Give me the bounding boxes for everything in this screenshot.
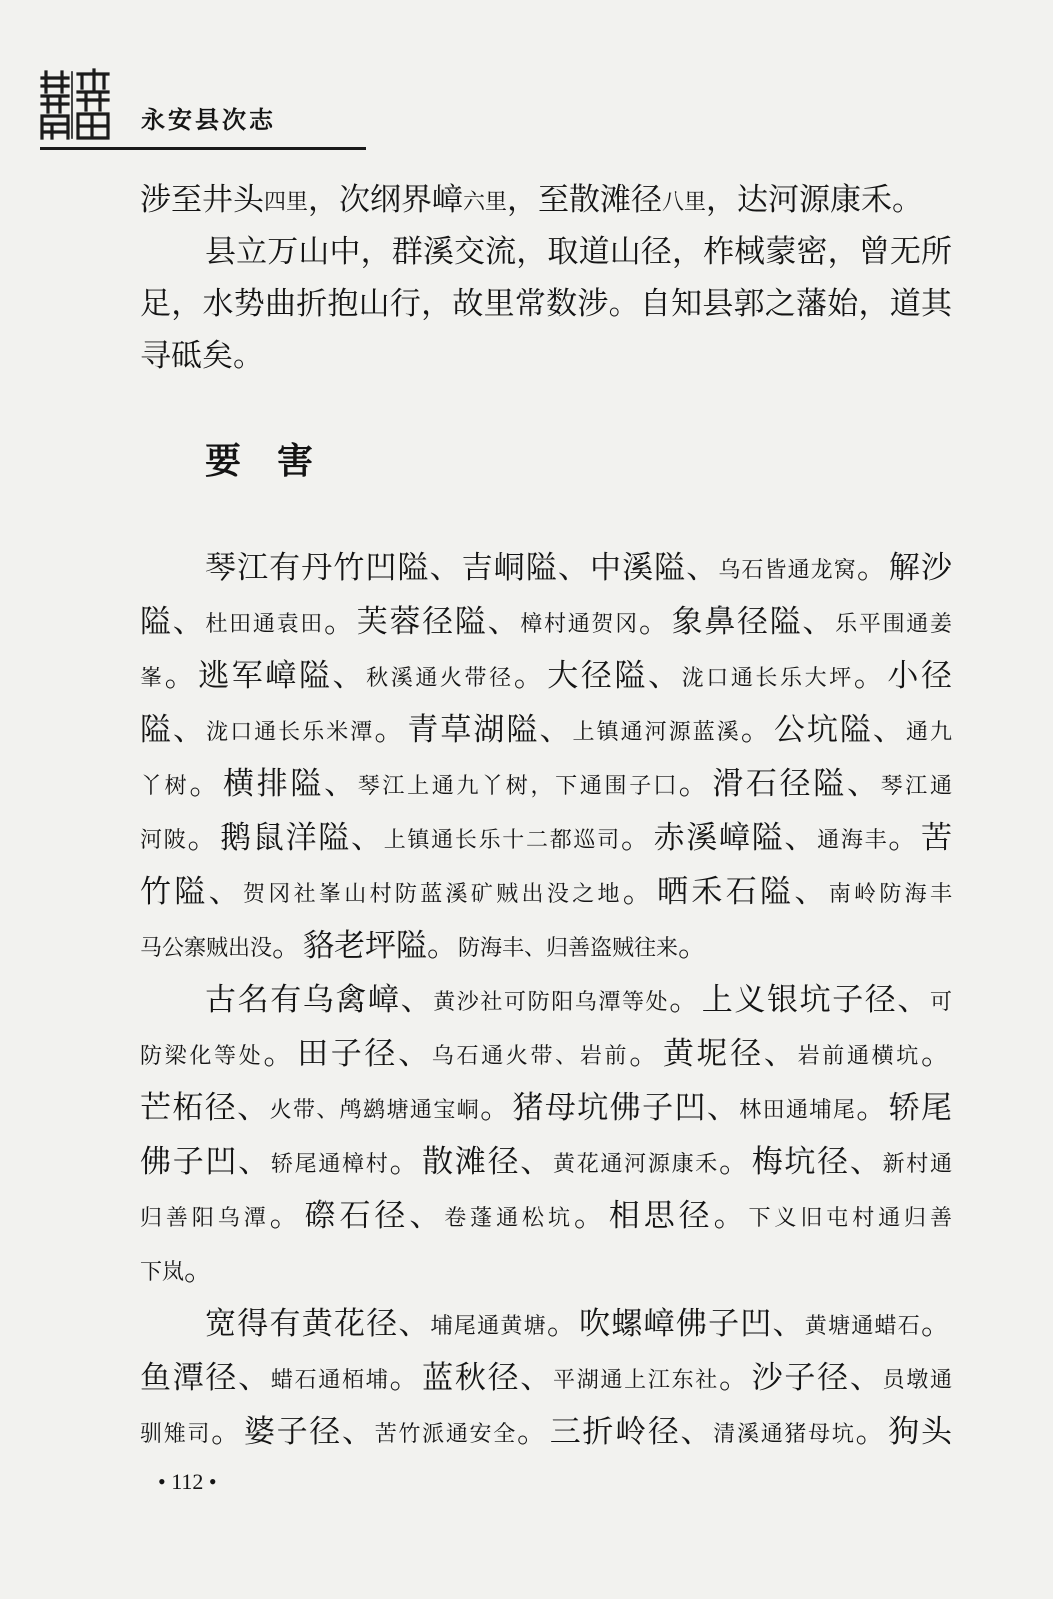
- main-text: 。大径隘、: [513, 658, 682, 694]
- text-line: [140, 865, 952, 919]
- text-line: [140, 1405, 952, 1459]
- paragraph: [140, 973, 952, 1297]
- annotation-note: 通海丰: [817, 828, 889, 853]
- main-text: ，次纲界嶂: [308, 182, 464, 218]
- annotation-note: 六里: [463, 190, 508, 215]
- main-text: 。三折岭径、: [516, 1414, 714, 1450]
- annotation-note: 蜡石通栢埔: [270, 1368, 390, 1393]
- header-rule: [40, 147, 366, 150]
- main-text: 古名有乌禽嶂、: [205, 982, 434, 1018]
- text-line: [140, 649, 952, 703]
- annotation-note: 泷口通长乐米潭: [206, 720, 375, 745]
- main-text: ，至散滩径: [507, 182, 663, 218]
- annotation-note: 乌石通火带、岩前: [431, 1044, 630, 1069]
- main-text: 。青草湖隘、: [374, 712, 573, 748]
- annotation-note: 下义旧屯村通归善: [748, 1206, 952, 1231]
- text-line: [140, 1243, 952, 1297]
- text-line: [140, 973, 952, 1027]
- main-text: 。梅坑径、: [719, 1144, 883, 1180]
- text-line: [140, 226, 952, 278]
- main-text: 。田子径、: [263, 1036, 432, 1072]
- text-line: [140, 1351, 952, 1405]
- main-text: 。滑石径隘、: [678, 766, 881, 802]
- main-text: 。狗头: [855, 1414, 952, 1450]
- text-line: [140, 595, 952, 649]
- main-text: 佛子凹、: [140, 1144, 271, 1180]
- seal-logo-icon: [38, 68, 112, 142]
- main-text: 。公坑隘、: [740, 712, 906, 748]
- annotation-note: 黄沙社可防阳乌潭等处: [433, 990, 670, 1015]
- annotation-note: 八里: [662, 190, 707, 215]
- annotation-note: 黄花通河源康禾: [553, 1152, 719, 1177]
- annotation-note: 卷蓬通松坑: [444, 1206, 574, 1231]
- annotation-note: 四里: [264, 190, 309, 215]
- main-text: 。相思径。: [573, 1198, 749, 1234]
- text-line: [140, 330, 952, 382]
- main-text: 。苦: [888, 820, 952, 856]
- text-line: [140, 919, 952, 973]
- annotation-note: 黄塘通蜡石: [804, 1314, 921, 1339]
- annotation-note: 秋溪通火带径: [366, 666, 514, 691]
- main-text: 。蓝秋径、: [389, 1360, 553, 1396]
- annotation-note: 乐平围通姜: [835, 612, 952, 637]
- annotation-note: 平湖通上江东社: [553, 1368, 719, 1393]
- text-line: [140, 1297, 952, 1351]
- main-text: 竹隘、: [140, 874, 243, 910]
- annotation-note: 上镇通河源蓝溪: [572, 720, 741, 745]
- main-text: 。: [921, 1306, 952, 1342]
- annotation-note: 马公寨贼出没: [140, 936, 273, 961]
- annotation-note: 杜田通袁田: [205, 612, 325, 637]
- main-text: 。貉老坪隘。: [272, 928, 459, 964]
- main-text: 。黄坭径、: [629, 1036, 798, 1072]
- annotation-note: 琴江通: [880, 774, 952, 799]
- annotation-note: 防海丰、归善盗贼往来: [458, 936, 679, 961]
- main-text: 。婆子径、: [211, 1414, 375, 1450]
- main-text: 涉至井头: [140, 182, 264, 218]
- section-heading: 要 害: [205, 441, 314, 482]
- annotation-note: 贺冈社峯山村防蓝溪矿贼出没之地: [242, 882, 623, 907]
- annotation-note: 樟村通贺冈: [520, 612, 639, 637]
- main-text: 。: [184, 1252, 216, 1288]
- main-text: 琴江有丹竹凹隘、吉峒隘、中溪隘、: [205, 550, 719, 586]
- paragraph: [140, 174, 952, 226]
- text-line: [140, 1189, 952, 1243]
- annotation-note: 可: [930, 990, 952, 1015]
- annotation-note: 南岭防海丰: [828, 882, 952, 907]
- text-line: [140, 1135, 952, 1189]
- main-text: 。逃军嶂隘、: [164, 658, 367, 694]
- main-text: 足，水势曲折抱山行，故里常数涉。自知县郭之藩始，道其: [140, 286, 952, 322]
- main-text: 。吹螺嶂佛子凹、: [546, 1306, 805, 1342]
- text-block-section: [140, 541, 952, 1459]
- main-text: 。晒禾石隘、: [622, 874, 829, 910]
- annotation-note: 新村通: [882, 1152, 952, 1177]
- annotation-note: 下岚: [140, 1260, 185, 1285]
- annotation-note: 驯雉司: [140, 1422, 212, 1447]
- annotation-note: 防梁化等处: [140, 1044, 264, 1069]
- text-line: [140, 278, 952, 330]
- annotation-note: 岩前通横坑: [797, 1044, 921, 1069]
- annotation-note: 苦竹派通安全: [374, 1422, 517, 1447]
- main-text: 芒柘径、: [140, 1090, 270, 1126]
- annotation-note: 河陂: [140, 828, 188, 853]
- main-text: 。芙蓉径隘、: [324, 604, 521, 640]
- main-text: 。散滩径、: [389, 1144, 553, 1180]
- annotation-note: 清溪通猪母坑: [713, 1422, 856, 1447]
- text-line: [140, 703, 952, 757]
- annotation-note: 轿尾通樟村: [270, 1152, 390, 1177]
- main-text: ，达河源康禾。: [706, 182, 924, 218]
- annotation-note: 泷口通长乐大坪: [681, 666, 854, 691]
- main-text: 。: [920, 1036, 952, 1072]
- main-text: 。轿尾: [856, 1090, 952, 1126]
- annotation-note: 乌石皆通龙窝: [718, 558, 857, 583]
- main-text: 寻砥矣。: [140, 338, 264, 374]
- text-line: [140, 541, 952, 595]
- paragraph: [140, 1297, 952, 1459]
- main-text: 。上义银坑子径、: [669, 982, 930, 1018]
- annotation-note: 琴江上通九丫树，下通围子囗: [357, 774, 679, 799]
- main-text: 县立万山中，群溪交流，取道山径，柞棫蒙密，曾无所: [205, 234, 952, 270]
- main-text: 宽得有黄花径、: [205, 1306, 431, 1342]
- main-text: 。猪母坑佛子凹、: [480, 1090, 740, 1126]
- running-title: 永安县次志: [141, 106, 276, 134]
- annotation-note: 通九: [905, 720, 952, 745]
- main-text: 。: [678, 928, 710, 964]
- main-text: 。鹅鼠洋隘、: [187, 820, 384, 856]
- main-text: 。象鼻径隘、: [638, 604, 836, 640]
- annotation-note: 上镇通长乐十二都巡司: [383, 828, 621, 853]
- main-text: 。赤溪嶂隘、: [620, 820, 818, 856]
- main-text: 。磜石径、: [269, 1198, 445, 1234]
- annotation-note: 丫树: [140, 774, 190, 799]
- annotation-note: 火带、鸬鹚塘通宝峒: [269, 1098, 481, 1123]
- text-line: [140, 1027, 952, 1081]
- main-text: 。解沙: [856, 550, 952, 586]
- page-number: • 112 •: [158, 1469, 217, 1494]
- annotation-note: 员墩通: [882, 1368, 952, 1393]
- annotation-note: 归善阳乌潭: [140, 1206, 270, 1231]
- main-text: 。横排隘、: [189, 766, 358, 802]
- main-text: 隘、: [140, 604, 206, 640]
- annotation-note: 埔尾通黄塘: [430, 1314, 547, 1339]
- text-line: [140, 757, 952, 811]
- main-text: 鱼潭径、: [140, 1360, 271, 1396]
- text-line: [140, 1081, 952, 1135]
- main-text: 。沙子径、: [719, 1360, 883, 1396]
- paragraph: [140, 226, 952, 382]
- paragraph: [140, 541, 952, 973]
- text-block-continued: [140, 174, 952, 382]
- text-line: [140, 174, 952, 226]
- main-text: 。小径: [853, 658, 952, 694]
- text-line: [140, 811, 952, 865]
- main-text: 隘、: [140, 712, 207, 748]
- annotation-note: 林田通埔尾: [739, 1098, 857, 1123]
- annotation-note: 峯: [140, 666, 165, 691]
